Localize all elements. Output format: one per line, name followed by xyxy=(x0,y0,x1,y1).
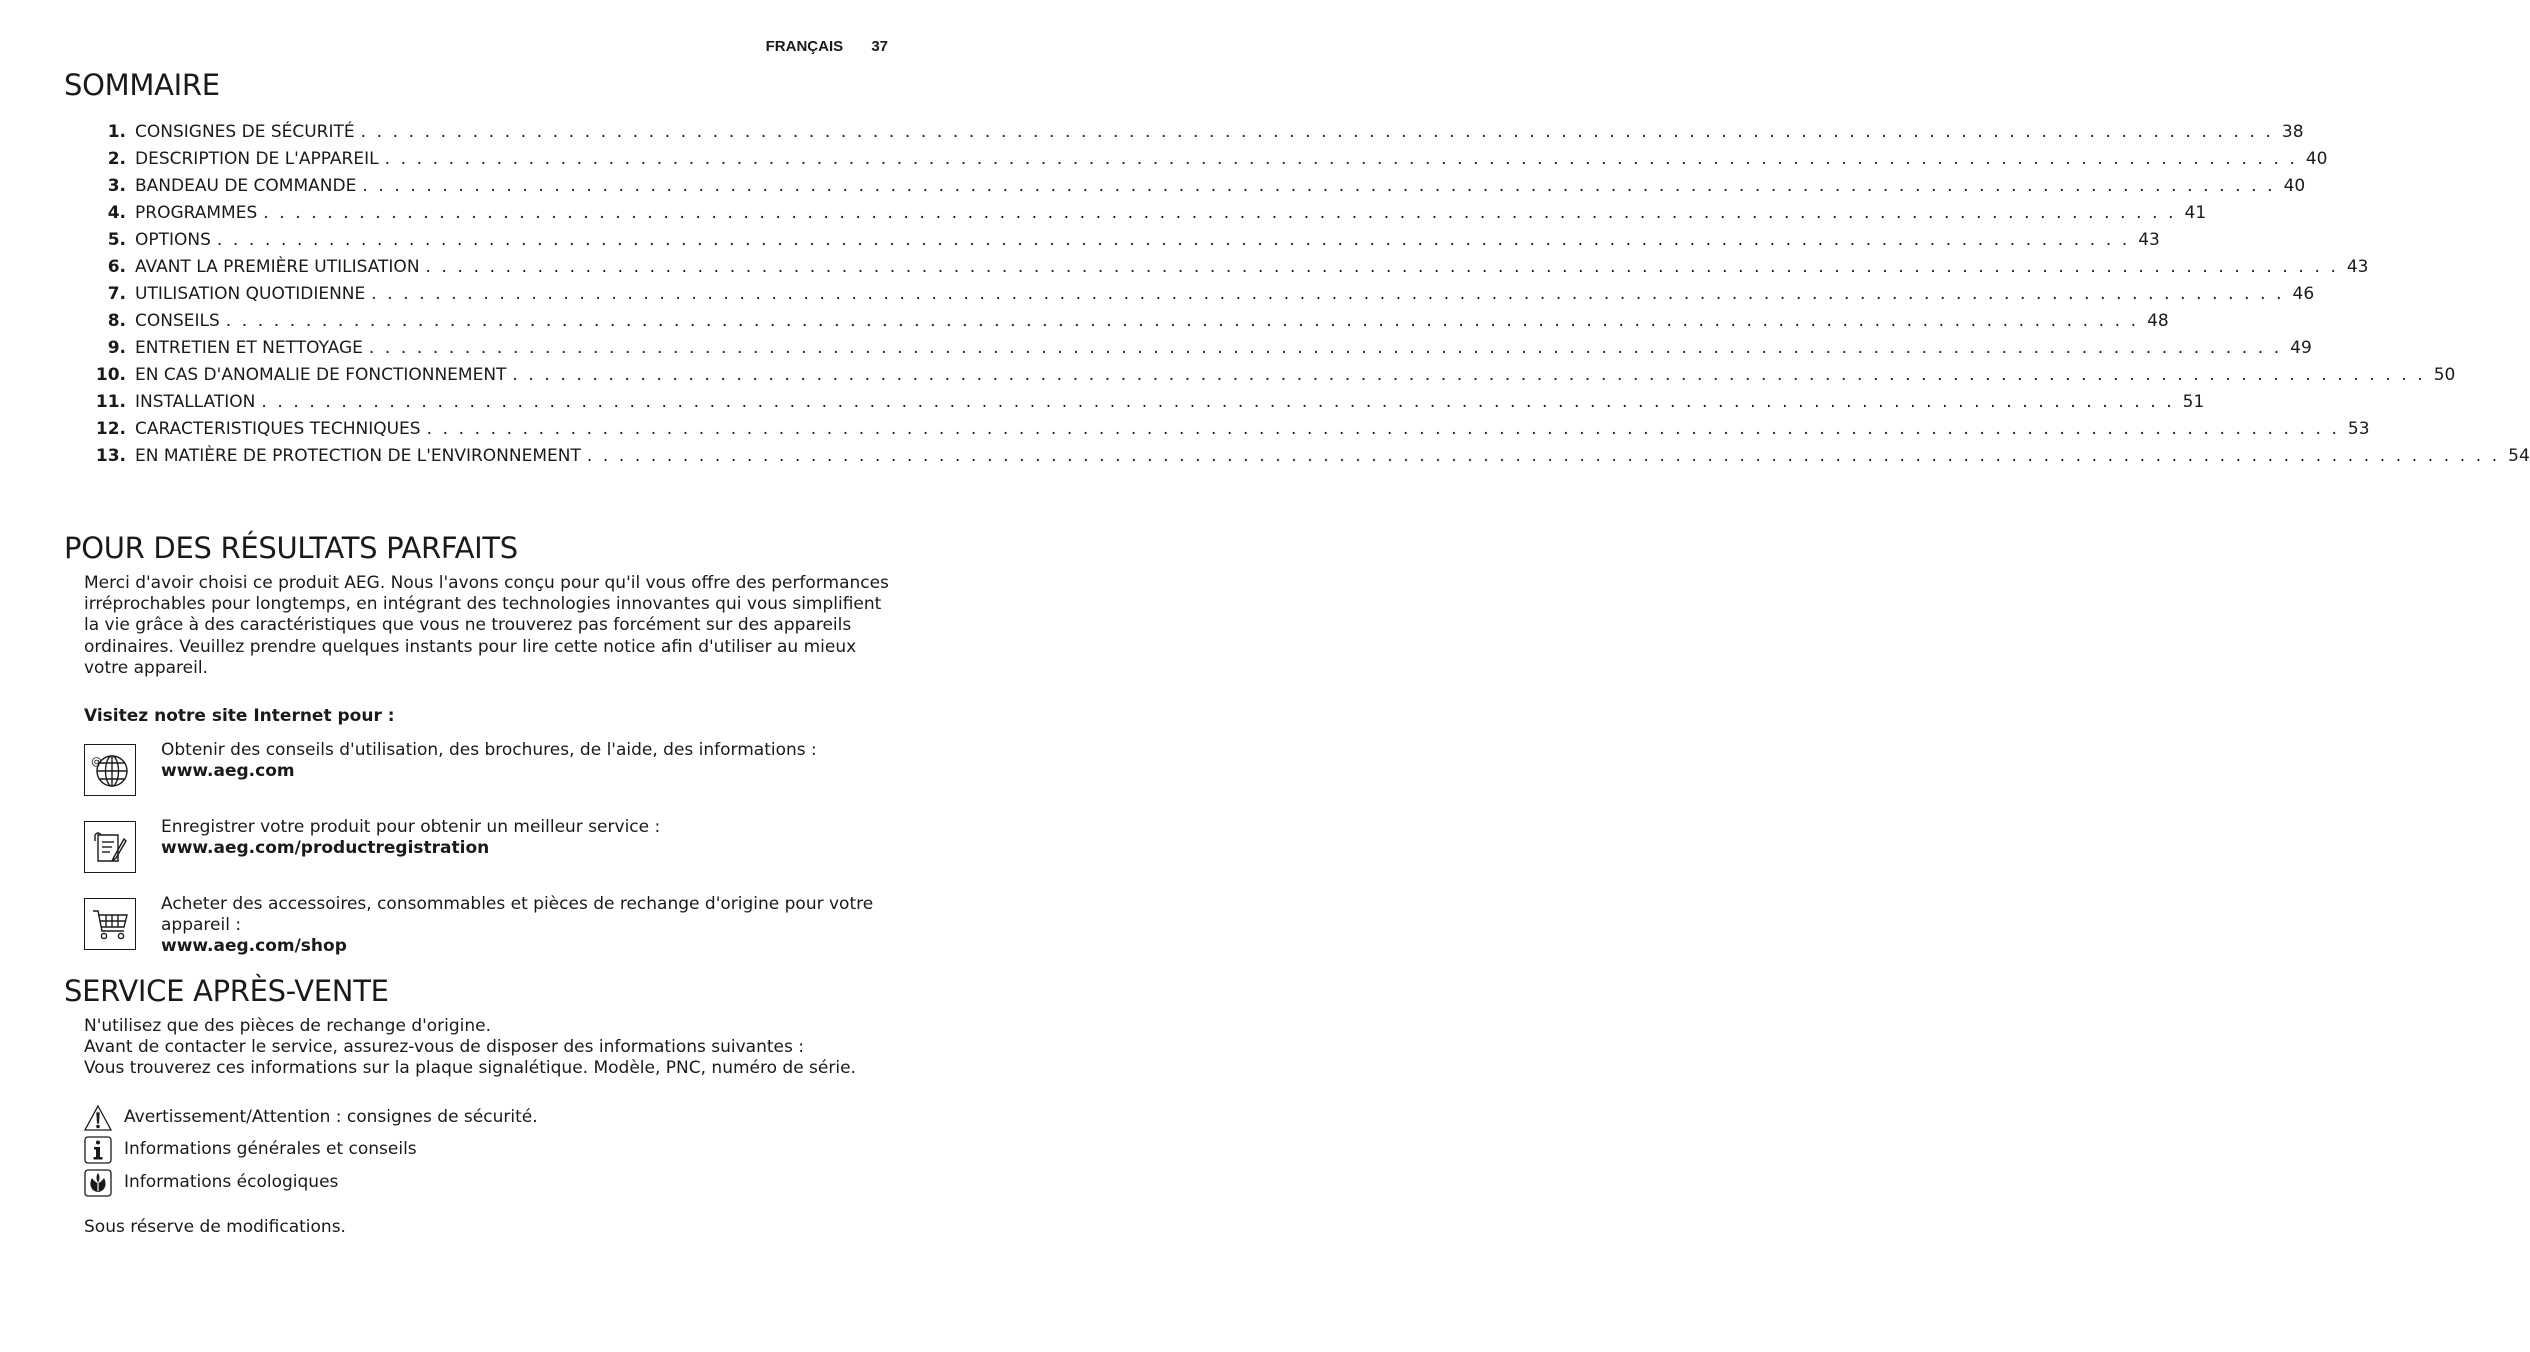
toc-entry[interactable] xyxy=(84,229,2160,256)
registration-description: Enregistrer votre produit pour obtenir un meilleur service : xyxy=(161,817,661,837)
page-header xyxy=(766,38,888,55)
svg-text:@: @ xyxy=(91,755,102,768)
visit-heading: Visitez notre site Internet pour : xyxy=(84,706,395,726)
toc-leader-dots: . . . . . . . . . . . . . . . . . . . . . . . . . . . . . . . . . . . . . . . . . . . . . . . . . . . . . . . . . . . . . . . . . . . . . . . . . . . . . . . . . . . . . . . . . . . . . . . . . . . . . . . . . . . . . . . . . . . . . . . . xyxy=(371,284,2285,304)
legend-info xyxy=(84,1136,884,1164)
service-line-1: N'utilisez que des pièces de rechange d'origine. xyxy=(84,1016,492,1036)
toc-entry[interactable] xyxy=(84,175,2306,202)
toc-entry-number: 3. xyxy=(107,176,126,196)
toc-entry-page: 41 xyxy=(2184,203,2207,223)
toc-entry-number: 9. xyxy=(107,338,126,358)
toc-leader-dots: . . . . . . . . . . . . . . . . . . . . . . . . . . . . . . . . . . . . . . . . . . . . . . . . . . . . . . . . . . . . . . . . . . . . . . . . . . . . . . . . . . . . . . . . . . . . . . . . . . . . . . . . . . . . . . . . . . . . . . . . xyxy=(368,338,2282,358)
toc-entry-label: OPTIONS xyxy=(135,230,211,250)
toc-entry-label: CARACTERISTIQUES TECHNIQUES xyxy=(135,419,421,439)
toc-entry-label: CONSIGNES DE SÉCURITÉ xyxy=(135,122,355,142)
toc-entry-page: 40 xyxy=(2305,149,2328,169)
toc-entry-page: 53 xyxy=(2347,419,2370,439)
service-line-3: Vous trouverez ces informations sur la plaque signalétique. Modèle, PNC, numéro de série. xyxy=(84,1058,856,1079)
toc-entry-label: INSTALLATION xyxy=(135,392,256,412)
toc-entry[interactable] xyxy=(84,337,2312,364)
toc-entry[interactable] xyxy=(84,418,2370,445)
toc-entry-page: 51 xyxy=(2182,392,2205,412)
toc-entry-label: ENTRETIEN ET NETTOYAGE xyxy=(135,338,363,358)
header-language: FRANÇAIS xyxy=(765,38,844,55)
toc-entry-page: 38 xyxy=(2281,122,2304,142)
toc-entry[interactable] xyxy=(84,364,2456,391)
legend-ecology-label: Informations écologiques xyxy=(124,1172,339,1192)
website-url-link[interactable]: www.aeg.com xyxy=(161,761,295,782)
toc-entry[interactable] xyxy=(84,148,2328,175)
toc-entry[interactable] xyxy=(84,202,2207,229)
registration-document-icon xyxy=(84,821,136,873)
toc-entry-label: EN MATIÈRE DE PROTECTION DE L'ENVIRONNEMENT xyxy=(135,446,581,466)
toc-entry-number: 10. xyxy=(95,365,126,385)
toc-entry-number: 7. xyxy=(107,284,126,304)
toc-entry-label: EN CAS D'ANOMALIE DE FONCTIONNEMENT xyxy=(135,365,507,385)
toc-leader-dots: . . . . . . . . . . . . . . . . . . . . . . . . . . . . . . . . . . . . . . . . . . . . . . . . . . . . . . . . . . . . . . . . . . . . . . . . . . . . . . . . . . . . . . . . . . . . . . . . . . . . . . . . . . . . . . . . . . . . . . . . xyxy=(263,203,2177,223)
toc-leader-dots: . . . . . . . . . . . . . . . . . . . . . . . . . . . . . . . . . . . . . . . . . . . . . . . . . . . . . . . . . . . . . . . . . . . . . . . . . . . . . . . . . . . . . . . . . . . . . . . . . . . . . . . . . . . . . . . . . . . . . . . . xyxy=(225,311,2139,331)
legend-warning xyxy=(84,1104,884,1132)
toc-entry-number: 5. xyxy=(107,230,126,250)
toc-leader-dots: . . . . . . . . . . . . . . . . . . . . . . . . . . . . . . . . . . . . . . . . . . . . . . . . . . . . . . . . . . . . . . . . . . . . . . . . . . . . . . . . . . . . . . . . . . . . . . . . . . . . . . . . . . . . . . . . . . . . . . . . xyxy=(586,446,2500,466)
service-paragraph xyxy=(84,1016,896,1080)
toc-entry[interactable] xyxy=(84,445,2530,472)
legend-info-label: Informations générales et conseils xyxy=(124,1139,417,1159)
toc-entry-page: 40 xyxy=(2283,176,2306,196)
toc-entry-number: 6. xyxy=(107,257,126,277)
shop-link-text xyxy=(161,894,896,958)
legend-ecology xyxy=(84,1169,884,1197)
toc-entry-label: AVANT LA PREMIÈRE UTILISATION xyxy=(135,257,420,277)
info-icon xyxy=(84,1136,112,1164)
toc-leader-dots: . . . . . . . . . . . . . . . . . . . . . . . . . . . . . . . . . . . . . . . . . . . . . . . . . . . . . . . . . . . . . . . . . . . . . . . . . . . . . . . . . . . . . . . . . . . . . . . . . . . . . . . . . . . . . . . . . . . . . . . . xyxy=(512,365,2426,385)
toc-entry-label: PROGRAMMES xyxy=(135,203,258,223)
toc-leader-dots: . . . . . . . . . . . . . . . . . . . . . . . . . . . . . . . . . . . . . . . . . . . . . . . . . . . . . . . . . . . . . . . . . . . . . . . . . . . . . . . . . . . . . . . . . . . . . . . . . . . . . . . . . . . . . . . . . . . . . . . . xyxy=(261,392,2175,412)
website-link-text xyxy=(161,740,896,782)
shop-url-link[interactable]: www.aeg.com/shop xyxy=(161,936,347,957)
registration-url-link[interactable]: www.aeg.com/productregistration xyxy=(161,838,490,859)
toc-entry-number: 1. xyxy=(107,122,126,142)
toc-entry-page: 43 xyxy=(2346,257,2369,277)
toc-entry-page: 48 xyxy=(2147,311,2169,331)
website-description: Obtenir des conseils d'utilisation, des brochures, de l'aide, des informations : xyxy=(161,740,817,760)
toc-entry[interactable] xyxy=(84,121,2304,148)
toc-entry-number: 8. xyxy=(107,311,126,331)
toc-entry-label: CONSEILS xyxy=(135,311,220,331)
warning-triangle-icon xyxy=(84,1104,112,1132)
ecology-leaf-icon xyxy=(84,1169,112,1197)
toc-entry-number: 4. xyxy=(107,203,126,223)
header-page-number: 37 xyxy=(871,38,888,55)
toc-entry-label: BANDEAU DE COMMANDE xyxy=(135,176,357,196)
toc-entry-number: 2. xyxy=(107,149,126,169)
shopping-cart-icon xyxy=(84,898,136,950)
toc-leader-dots: . . . . . . . . . . . . . . . . . . . . . . . . . . . . . . . . . . . . . . . . . . . . . . . . . . . . . . . . . . . . . . . . . . . . . . . . . . . . . . . . . . . . . . . . . . . . . . . . . . . . . . . . . . . . . . . . . . . . . . . . xyxy=(384,149,2298,169)
sommaire-title: SOMMAIRE xyxy=(64,68,220,102)
toc-entry-label: UTILISATION QUOTIDIENNE xyxy=(135,284,366,304)
toc-entry[interactable] xyxy=(84,310,2169,337)
toc-entry-page: 54 xyxy=(2508,446,2530,466)
toc-entry[interactable] xyxy=(84,283,2315,310)
service-section-title: SERVICE APRÈS-VENTE xyxy=(64,974,389,1008)
toc-entry-page: 46 xyxy=(2292,284,2315,304)
toc-entry-page: 43 xyxy=(2138,230,2160,250)
toc-entry-page: 50 xyxy=(2433,365,2456,385)
results-section-title: POUR DES RÉSULTATS PARFAITS xyxy=(64,531,518,565)
intro-paragraph: Merci d'avoir choisi ce produit AEG. Nous l'avons conçu pour qu'il vous offre des performances irréprochables pour longtemps, en intégrant des technologies innovantes qui vous simplifient la vie grâce à des caractéristiques que vous ne trouverez pas forcément sur des appareils ordinaires. Veuillez prendre quelques instants pour lire cette notice afin d'utiliser au mieux votre appareil. xyxy=(84,573,889,678)
shop-description: Acheter des accessoires, consommables et pièces de rechange d'origine pour votre appareil : xyxy=(161,894,874,936)
toc-leader-dots: . . . . . . . . . . . . . . . . . . . . . . . . . . . . . . . . . . . . . . . . . . . . . . . . . . . . . . . . . . . . . . . . . . . . . . . . . . . . . . . . . . . . . . . . . . . . . . . . . . . . . . . . . . . . . . . . . . . . . . . . xyxy=(426,419,2340,439)
globe-icon xyxy=(84,744,136,796)
toc-leader-dots: . . . . . . . . . . . . . . . . . . . . . . . . . . . . . . . . . . . . . . . . . . . . . . . . . . . . . . . . . . . . . . . . . . . . . . . . . . . . . . . . . . . . . . . . . . . . . . . . . . . . . . . . . . . . . . . . . . . . . . . . xyxy=(362,176,2276,196)
toc-leader-dots: . . . . . . . . . . . . . . . . . . . . . . . . . . . . . . . . . . . . . . . . . . . . . . . . . . . . . . . . . . . . . . . . . . . . . . . . . . . . . . . . . . . . . . . . . . . . . . . . . . . . . . . . . . . . . . . . . . . . . . . . xyxy=(360,122,2274,142)
legend-warning-label: Avertissement/Attention : consignes de sécurité. xyxy=(124,1107,538,1127)
registration-link-text xyxy=(161,817,896,859)
toc-entry-number: 11. xyxy=(95,392,126,412)
toc-entry-number: 13. xyxy=(95,446,126,466)
footnote: Sous réserve de modifications. xyxy=(84,1217,346,1237)
table-of-contents xyxy=(84,121,2530,472)
toc-entry[interactable] xyxy=(84,256,2369,283)
service-line-2: Avant de contacter le service, assurez-vous de disposer des informations suivantes : xyxy=(84,1037,804,1058)
toc-leader-dots: . . . . . . . . . . . . . . . . . . . . . . . . . . . . . . . . . . . . . . . . . . . . . . . . . . . . . . . . . . . . . . . . . . . . . . . . . . . . . . . . . . . . . . . . . . . . . . . . . . . . . . . . . . . . . . . . . . . . . . . . xyxy=(425,257,2339,277)
toc-entry-page: 49 xyxy=(2290,338,2312,358)
toc-entry-number: 12. xyxy=(95,419,126,439)
toc-entry-label: DESCRIPTION DE L'APPAREIL xyxy=(135,149,379,169)
toc-leader-dots: . . . . . . . . . . . . . . . . . . . . . . . . . . . . . . . . . . . . . . . . . . . . . . . . . . . . . . . . . . . . . . . . . . . . . . . . . . . . . . . . . . . . . . . . . . . . . . . . . . . . . . . . . . . . . . . . . . . . . . . . xyxy=(216,230,2130,250)
toc-entry[interactable] xyxy=(84,391,2205,418)
